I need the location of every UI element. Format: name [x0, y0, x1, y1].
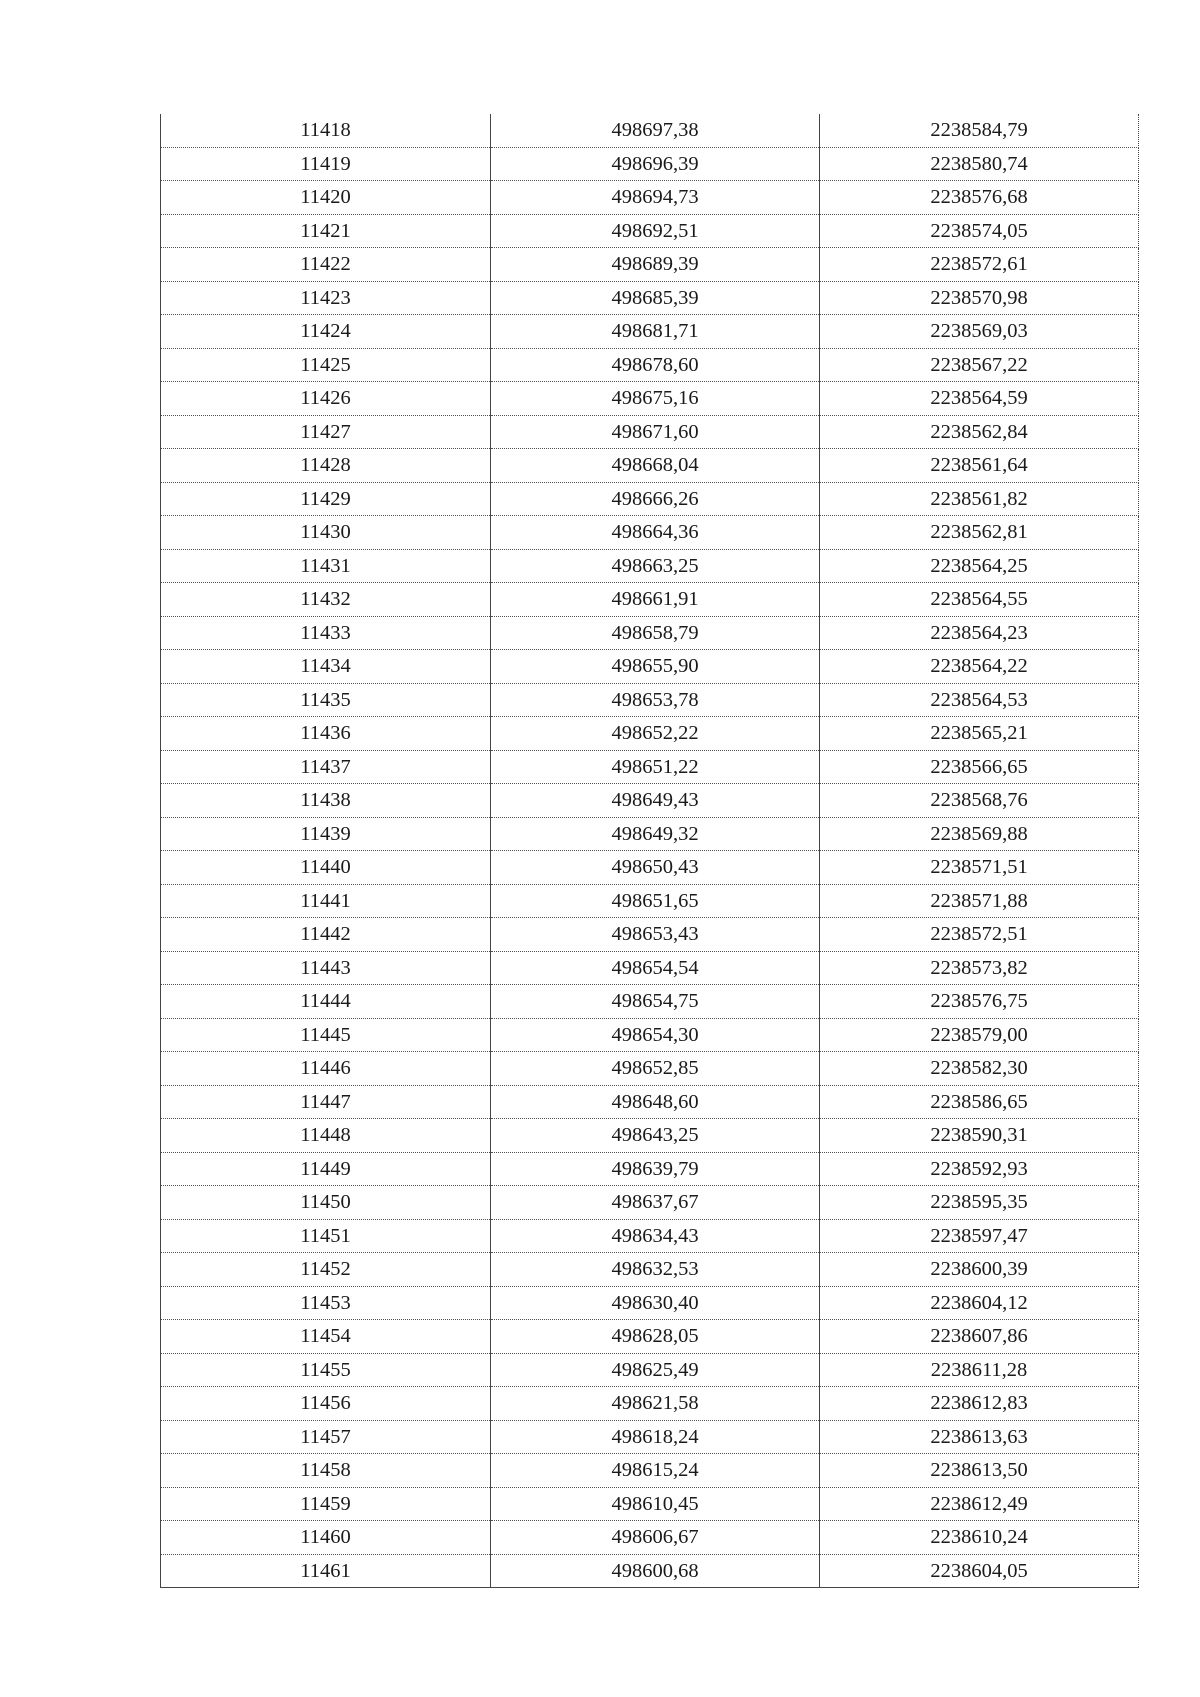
y-coordinate-cell: 2238564,53	[820, 683, 1139, 717]
point-number-cell: 11427	[161, 415, 491, 449]
table-row	[161, 315, 1139, 349]
y-coordinate-cell: 2238561,64	[820, 449, 1139, 483]
y-coordinate-cell: 2238566,65	[820, 750, 1139, 784]
y-coordinate-cell: 2238600,39	[820, 1253, 1139, 1287]
table-row	[161, 583, 1139, 617]
x-coordinate-cell: 498651,22	[491, 750, 820, 784]
point-number-cell: 11423	[161, 281, 491, 315]
x-coordinate-cell: 498632,53	[491, 1253, 820, 1287]
table-row	[161, 516, 1139, 550]
y-coordinate-cell: 2238580,74	[820, 147, 1139, 181]
table-row	[161, 683, 1139, 717]
table-row	[161, 1420, 1139, 1454]
y-coordinate-cell: 2238564,22	[820, 650, 1139, 684]
point-number-cell: 11431	[161, 549, 491, 583]
y-coordinate-cell: 2238567,22	[820, 348, 1139, 382]
point-number-cell: 11425	[161, 348, 491, 382]
y-coordinate-cell: 2238595,35	[820, 1186, 1139, 1220]
y-coordinate-cell: 2238565,21	[820, 717, 1139, 751]
point-number-cell: 11419	[161, 147, 491, 181]
y-coordinate-cell: 2238562,84	[820, 415, 1139, 449]
x-coordinate-cell: 498664,36	[491, 516, 820, 550]
x-coordinate-cell: 498650,43	[491, 851, 820, 885]
point-number-cell: 11451	[161, 1219, 491, 1253]
table-row	[161, 549, 1139, 583]
y-coordinate-cell: 2238574,05	[820, 214, 1139, 248]
table-row	[161, 147, 1139, 181]
y-coordinate-cell: 2238571,51	[820, 851, 1139, 885]
y-coordinate-cell: 2238572,61	[820, 248, 1139, 282]
x-coordinate-cell: 498610,45	[491, 1487, 820, 1521]
table-row	[161, 1554, 1139, 1588]
point-number-cell: 11438	[161, 784, 491, 818]
table-row	[161, 1119, 1139, 1153]
y-coordinate-cell: 2238569,03	[820, 315, 1139, 349]
table-row	[161, 449, 1139, 483]
x-coordinate-cell: 498628,05	[491, 1320, 820, 1354]
table-row	[161, 784, 1139, 818]
y-coordinate-cell: 2238564,55	[820, 583, 1139, 617]
table-row	[161, 1052, 1139, 1086]
point-number-cell: 11439	[161, 817, 491, 851]
table-row	[161, 1487, 1139, 1521]
y-coordinate-cell: 2238564,23	[820, 616, 1139, 650]
table-row	[161, 382, 1139, 416]
y-coordinate-cell: 2238573,82	[820, 951, 1139, 985]
x-coordinate-cell: 498694,73	[491, 181, 820, 215]
y-coordinate-cell: 2238590,31	[820, 1119, 1139, 1153]
x-coordinate-cell: 498606,67	[491, 1521, 820, 1555]
table-row	[161, 650, 1139, 684]
point-number-cell: 11445	[161, 1018, 491, 1052]
table-row	[161, 181, 1139, 215]
x-coordinate-cell: 498675,16	[491, 382, 820, 416]
table-row	[161, 985, 1139, 1019]
point-number-cell: 11446	[161, 1052, 491, 1086]
y-coordinate-cell: 2238612,49	[820, 1487, 1139, 1521]
point-number-cell: 11454	[161, 1320, 491, 1354]
point-number-cell: 11426	[161, 382, 491, 416]
y-coordinate-cell: 2238569,88	[820, 817, 1139, 851]
point-number-cell: 11441	[161, 884, 491, 918]
x-coordinate-cell: 498696,39	[491, 147, 820, 181]
x-coordinate-cell: 498634,43	[491, 1219, 820, 1253]
x-coordinate-cell: 498643,25	[491, 1119, 820, 1153]
y-coordinate-cell: 2238561,82	[820, 482, 1139, 516]
point-number-cell: 11453	[161, 1286, 491, 1320]
y-coordinate-cell: 2238576,68	[820, 181, 1139, 215]
point-number-cell: 11444	[161, 985, 491, 1019]
y-coordinate-cell: 2238568,76	[820, 784, 1139, 818]
table-row	[161, 348, 1139, 382]
point-number-cell: 11460	[161, 1521, 491, 1555]
point-number-cell: 11428	[161, 449, 491, 483]
x-coordinate-cell: 498639,79	[491, 1152, 820, 1186]
point-number-cell: 11429	[161, 482, 491, 516]
point-number-cell: 11461	[161, 1554, 491, 1588]
y-coordinate-cell: 2238571,88	[820, 884, 1139, 918]
table-row	[161, 884, 1139, 918]
y-coordinate-cell: 2238564,25	[820, 549, 1139, 583]
y-coordinate-cell: 2238611,28	[820, 1353, 1139, 1387]
point-number-cell: 11437	[161, 750, 491, 784]
table-row	[161, 114, 1139, 147]
x-coordinate-cell: 498661,91	[491, 583, 820, 617]
point-number-cell: 11449	[161, 1152, 491, 1186]
x-coordinate-cell: 498648,60	[491, 1085, 820, 1119]
x-coordinate-cell: 498681,71	[491, 315, 820, 349]
table-row	[161, 1186, 1139, 1220]
table-row	[161, 750, 1139, 784]
table-row	[161, 616, 1139, 650]
x-coordinate-cell: 498621,58	[491, 1387, 820, 1421]
x-coordinate-cell: 498654,30	[491, 1018, 820, 1052]
y-coordinate-cell: 2238613,50	[820, 1454, 1139, 1488]
point-number-cell: 11432	[161, 583, 491, 617]
x-coordinate-cell: 498637,67	[491, 1186, 820, 1220]
x-coordinate-cell: 498658,79	[491, 616, 820, 650]
y-coordinate-cell: 2238592,93	[820, 1152, 1139, 1186]
point-number-cell: 11424	[161, 315, 491, 349]
x-coordinate-cell: 498625,49	[491, 1353, 820, 1387]
y-coordinate-cell: 2238572,51	[820, 918, 1139, 952]
table-row	[161, 817, 1139, 851]
x-coordinate-cell: 498663,25	[491, 549, 820, 583]
y-coordinate-cell: 2238570,98	[820, 281, 1139, 315]
x-coordinate-cell: 498652,22	[491, 717, 820, 751]
point-number-cell: 11418	[161, 114, 491, 147]
x-coordinate-cell: 498653,78	[491, 683, 820, 717]
point-number-cell: 11436	[161, 717, 491, 751]
point-number-cell: 11448	[161, 1119, 491, 1153]
x-coordinate-cell: 498651,65	[491, 884, 820, 918]
y-coordinate-cell: 2238610,24	[820, 1521, 1139, 1555]
table-row	[161, 951, 1139, 985]
coordinates-table	[160, 114, 1139, 1588]
y-coordinate-cell: 2238579,00	[820, 1018, 1139, 1052]
table-row	[161, 1454, 1139, 1488]
point-number-cell: 11450	[161, 1186, 491, 1220]
y-coordinate-cell: 2238613,63	[820, 1420, 1139, 1454]
x-coordinate-cell: 498655,90	[491, 650, 820, 684]
y-coordinate-cell: 2238597,47	[820, 1219, 1139, 1253]
x-coordinate-cell: 498649,43	[491, 784, 820, 818]
table-row	[161, 1018, 1139, 1052]
y-coordinate-cell: 2238607,86	[820, 1320, 1139, 1354]
point-number-cell: 11447	[161, 1085, 491, 1119]
point-number-cell: 11455	[161, 1353, 491, 1387]
y-coordinate-cell: 2238582,30	[820, 1052, 1139, 1086]
point-number-cell: 11435	[161, 683, 491, 717]
point-number-cell: 11458	[161, 1454, 491, 1488]
point-number-cell: 11434	[161, 650, 491, 684]
point-number-cell: 11442	[161, 918, 491, 952]
y-coordinate-cell: 2238576,75	[820, 985, 1139, 1019]
table-row	[161, 214, 1139, 248]
x-coordinate-cell: 498615,24	[491, 1454, 820, 1488]
point-number-cell: 11420	[161, 181, 491, 215]
point-number-cell: 11440	[161, 851, 491, 885]
table-row	[161, 1387, 1139, 1421]
x-coordinate-cell: 498697,38	[491, 114, 820, 147]
x-coordinate-cell: 498654,54	[491, 951, 820, 985]
x-coordinate-cell: 498668,04	[491, 449, 820, 483]
point-number-cell: 11457	[161, 1420, 491, 1454]
point-number-cell: 11443	[161, 951, 491, 985]
y-coordinate-cell: 2238564,59	[820, 382, 1139, 416]
point-number-cell: 11422	[161, 248, 491, 282]
x-coordinate-cell: 498653,43	[491, 918, 820, 952]
table-row	[161, 415, 1139, 449]
x-coordinate-cell: 498618,24	[491, 1420, 820, 1454]
table-row	[161, 1286, 1139, 1320]
x-coordinate-cell: 498685,39	[491, 281, 820, 315]
table-row	[161, 1353, 1139, 1387]
table-row	[161, 1219, 1139, 1253]
x-coordinate-cell: 498666,26	[491, 482, 820, 516]
table-row	[161, 717, 1139, 751]
y-coordinate-cell: 2238612,83	[820, 1387, 1139, 1421]
x-coordinate-cell: 498630,40	[491, 1286, 820, 1320]
x-coordinate-cell: 498600,68	[491, 1554, 820, 1588]
x-coordinate-cell: 498689,39	[491, 248, 820, 282]
y-coordinate-cell: 2238604,12	[820, 1286, 1139, 1320]
y-coordinate-cell: 2238584,79	[820, 114, 1139, 147]
point-number-cell: 11459	[161, 1487, 491, 1521]
table-row	[161, 1253, 1139, 1287]
y-coordinate-cell: 2238562,81	[820, 516, 1139, 550]
table-row	[161, 851, 1139, 885]
x-coordinate-cell: 498671,60	[491, 415, 820, 449]
table-row	[161, 281, 1139, 315]
x-coordinate-cell: 498652,85	[491, 1052, 820, 1086]
table-row	[161, 1521, 1139, 1555]
table-row	[161, 1085, 1139, 1119]
x-coordinate-cell: 498678,60	[491, 348, 820, 382]
table-row	[161, 1320, 1139, 1354]
x-coordinate-cell: 498692,51	[491, 214, 820, 248]
point-number-cell: 11430	[161, 516, 491, 550]
y-coordinate-cell: 2238604,05	[820, 1554, 1139, 1588]
table-row	[161, 482, 1139, 516]
point-number-cell: 11421	[161, 214, 491, 248]
table-row	[161, 1152, 1139, 1186]
point-number-cell: 11456	[161, 1387, 491, 1421]
point-number-cell: 11433	[161, 616, 491, 650]
x-coordinate-cell: 498654,75	[491, 985, 820, 1019]
table-row	[161, 248, 1139, 282]
x-coordinate-cell: 498649,32	[491, 817, 820, 851]
y-coordinate-cell: 2238586,65	[820, 1085, 1139, 1119]
point-number-cell: 11452	[161, 1253, 491, 1287]
table-row	[161, 918, 1139, 952]
coordinates-table-body	[161, 114, 1139, 1588]
